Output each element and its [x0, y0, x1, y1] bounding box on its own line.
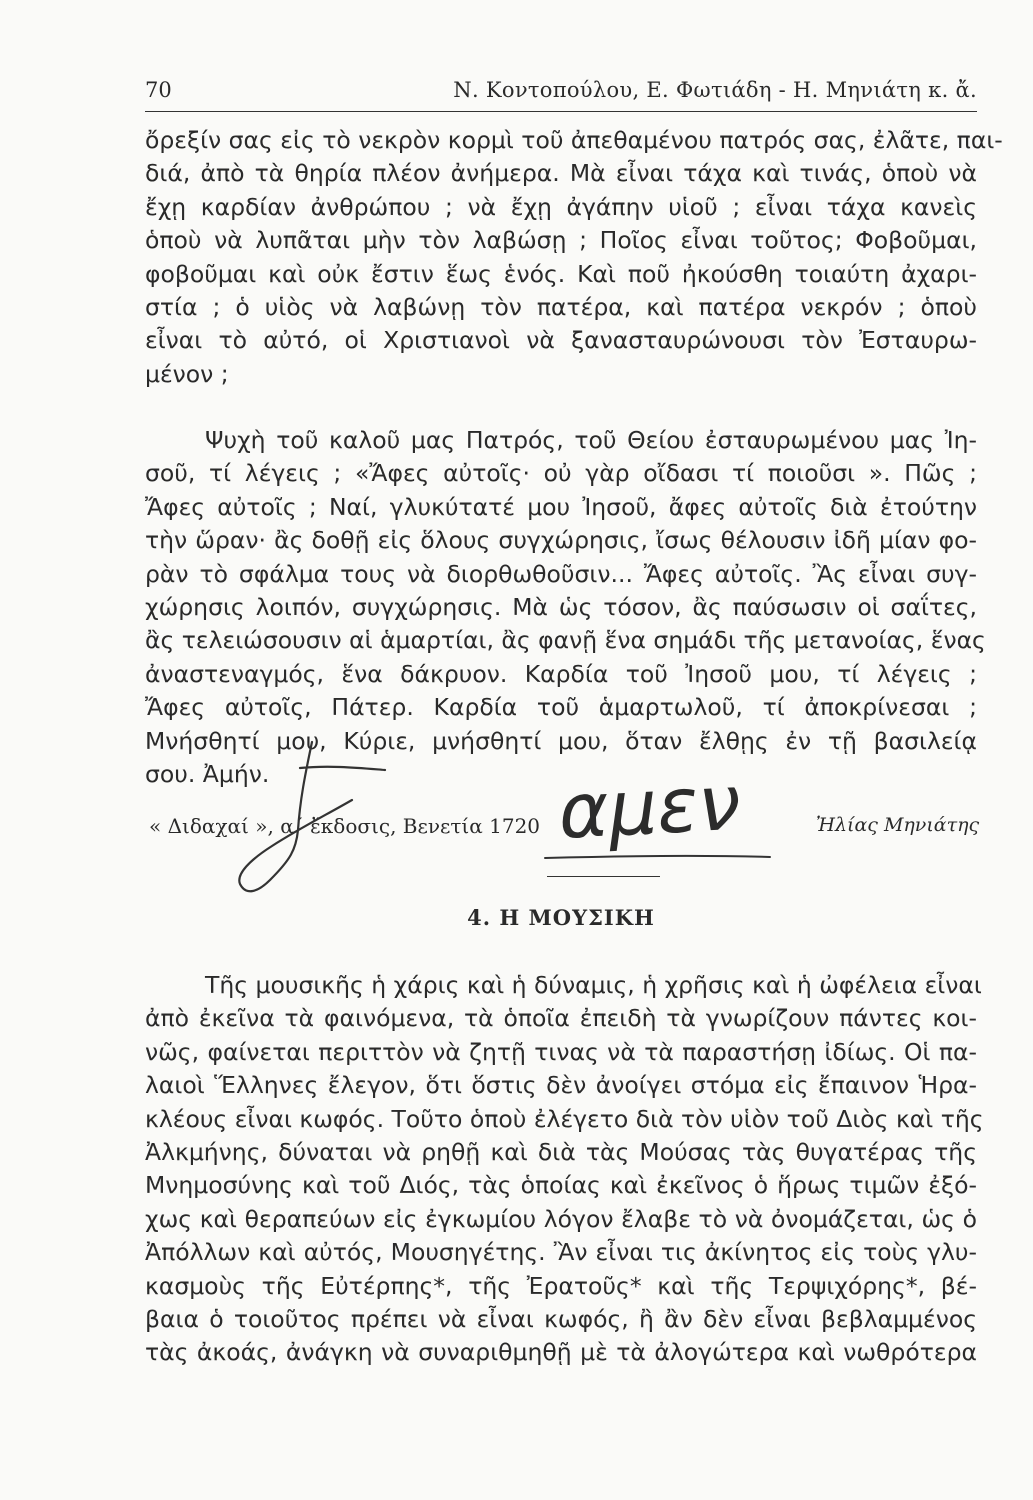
text-line: ρὰν τὸ σφάλμα τους νὰ διορθωθοῦσιν... Ἄφες αὐτοῖς. Ἂς εἶναι συγ- — [145, 559, 977, 588]
text-line: λαιοὶ Ἕλληνες ἔλεγον, ὅτι ὅστις δὲν ἀνοίγει στόμα εἰς ἔπαινον Ἡρα- — [145, 1071, 977, 1100]
text-line: Ἄφες αὐτοῖς, Πάτερ. Καρδία τοῦ ἁμαρτωλοῦ, τί ἀποκρίνεσαι ; — [145, 693, 977, 722]
text-line: ὄρεξίν σας εἰς τὸ νεκρὸν κορμὶ τοῦ ἀπεθαμένου πατρός σας, ἐλᾶτε, παι- — [145, 126, 1003, 154]
section-title: 4. Η ΜΟΥΣΙΚΗ — [467, 905, 655, 930]
text-line: Μνήσθητί μου, Κύριε, μνήσθητί μου, ὅταν ἔλθῃς ἐν τῇ βασιλείᾳ — [145, 726, 977, 755]
text-line: βαια ὁ τοιοῦτος πρέπει νὰ εἶναι κωφός, ἢ ἂν δὲν εἶναι βεβλαμμένος — [145, 1304, 977, 1333]
signature-underline-icon — [545, 856, 770, 858]
text-line: στία ; ὁ υἱὸς νὰ λαβώνῃ τὸν πατέρα, καὶ πατέρα νεκρόν ; ὁποὺ — [145, 292, 977, 321]
paragraph-sermon-start — [145, 124, 1003, 391]
text-line: φοβοῦμαι καὶ οὐκ ἔστιν ἕως ἑνός. Καὶ ποῦ ἠκούσθη τοιαύτη ἀχαρι- — [145, 259, 977, 288]
text-line: ὁποὺ νὰ λυπᾶται μὴν τὸν λαβώσῃ ; Ποῖος εἶναι τοῦτος; Φοβοῦμαι, — [145, 226, 977, 255]
header-rule — [145, 111, 977, 112]
text-line: κλέους εἶναι κωφός. Τοῦτο ὁποὺ ἐλέγετο διὰ τὸν υἱὸν τοῦ Διὸς καὶ τῆς — [145, 1104, 984, 1133]
text-line: Ἀπόλλων καὶ αὐτός, Μουσηγέτης. Ἂν εἶναι τις ἀκίνητος εἰς τοὺς γλυ- — [145, 1238, 977, 1267]
page-number: 70 — [145, 78, 172, 102]
text-line: σου. Ἀμήν. — [145, 759, 270, 788]
text-line: μένον ; — [145, 359, 229, 388]
text-line: νῶς, φαίνεται περιττὸν νὰ ζητῇ τινας νὰ τὰ παραστήσῃ ἰδίως. Οἱ πα- — [145, 1037, 977, 1066]
text-line: τὰς ἀκοάς, ἀνάγκη νὰ συναριθμηθῇ μὲ τὰ ἀλογώτερα καὶ νωθρότερα — [145, 1338, 977, 1367]
paragraph-sermon-prayer — [145, 424, 986, 791]
text-line: σοῦ, τί λέγεις ; «Ἄφες αὐτοῖς· οὐ γὰρ οἴδασι τί ποιοῦσι ». Πῶς ; — [145, 459, 977, 488]
text-line: Ἀλκμήνης, δύναται νὰ ρηθῇ καὶ διὰ τὰς Μούσας τὰς θυγατέρας τῆς — [145, 1137, 977, 1166]
text-line: ἀναστεναγμός, ἕνα δάκρυον. Καρδία τοῦ Ἰησοῦ μου, τί λέγεις ; — [145, 659, 977, 688]
section-divider — [547, 876, 660, 877]
text-line: Μνημοσύνης καὶ τοῦ Διός, τὰς ὁποίας καὶ ἐκεῖνος ὁ ἥρως τιμῶν ἐξό- — [145, 1171, 977, 1200]
text-line: διά, ἀπὸ τὰ θηρία πλέον ἀνήμερα. Μὰ εἶναι τάχα καὶ τινάς, ὁποὺ νὰ — [145, 159, 977, 188]
text-line: τὴν ὥραν· ἂς δοθῇ εἰς ὅλους συγχώρησις, ἴσως θέλουσιν ἰδῆ μίαν φο- — [145, 526, 977, 555]
source-citation: « Διδαχαί », α΄ ἔκδοσις, Βενετία 1720 — [149, 814, 541, 838]
author-signature-name: Ἠλίας Μηνιάτης — [816, 814, 980, 836]
paragraph-music — [145, 969, 984, 1370]
text-line: εἶναι τὸ αὐτό, οἱ Χριστιανοὶ νὰ ξανασταυρώνουσι τὸν Ἐσταυρω- — [145, 326, 977, 355]
text-line: χως καὶ θεραπεύων εἰς ἐγκωμίου λόγον ἔλαβε τὸ νὰ ὀνομάζεται, ὡς ὁ — [145, 1204, 977, 1233]
text-line: χώρησις λοιπόν, συγχώρησις. Μὰ ὡς τόσον, ἂς παύσωσιν οἱ σαΐτες, — [145, 592, 977, 621]
text-line: Τῆς μουσικῆς ἡ χάρις καὶ ἡ δύναμις, ἡ χρῆσις καὶ ἡ ὠφέλεια εἶναι — [205, 971, 982, 999]
running-head-authors: Ν. Κοντοπούλου, Ε. Φωτιάδη - Η. Μηνιάτη κ. ἄ. — [453, 78, 977, 102]
text-line: Ἄφες αὐτοῖς ; Ναί, γλυκύτατέ μου Ἰησοῦ, ἄφες αὐτοῖς διὰ ἐτούτην — [145, 492, 977, 521]
text-line: ἔχῃ καρδίαν ἀνθρώπου ; νὰ ἔχῃ ἀγάπην υἱοῦ ; εἶναι τάχα κανεὶς — [145, 192, 977, 221]
handwritten-amen: αμεν — [556, 757, 743, 856]
text-line: ἂς τελειώσουσιν αἱ ἁμαρτίαι, ἂς φανῇ ἕνα σημάδι τῆς μετανοίας, ἕνας — [145, 626, 986, 655]
running-header — [145, 78, 977, 108]
text-line: κασμοὺς τῆς Εὐτέρπης*, τῆς Ἐρατοῦς* καὶ τῆς Τερψιχόρης*, βέ- — [145, 1271, 977, 1300]
text-line: ἀπὸ ἐκεῖνα τὰ φαινόμενα, τὰ ὁποῖα ἐπειδὴ τὰ γνωρίζουν πάντες κοι- — [145, 1004, 977, 1033]
text-line: Ψυχὴ τοῦ καλοῦ μας Πατρός, τοῦ Θείου ἐσταυρωμένου μας Ἰη- — [205, 426, 977, 454]
